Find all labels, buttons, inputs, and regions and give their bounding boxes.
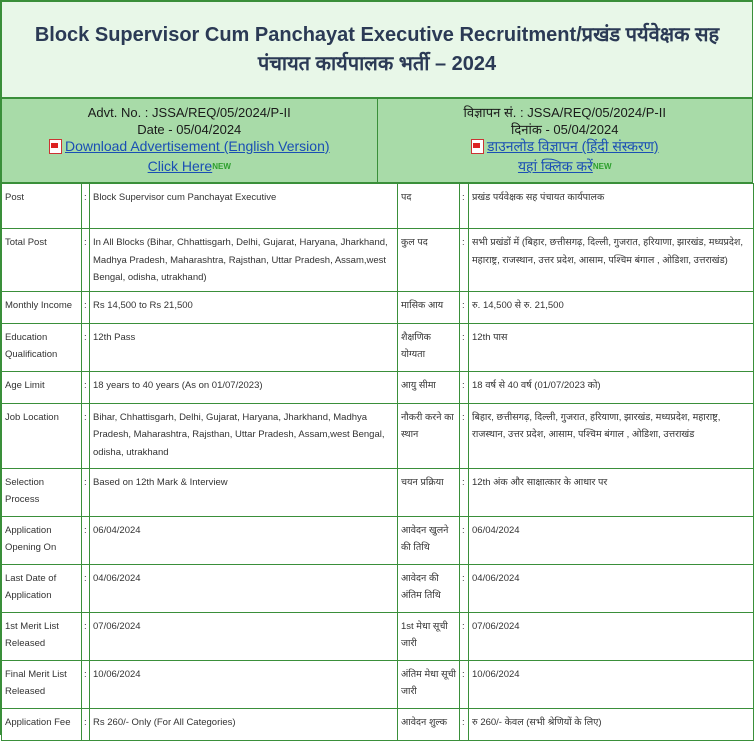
hi-value: 12th पास [469, 323, 754, 371]
en-label: Selection Process [2, 468, 82, 516]
hi-value: बिहार, छत्तीसगढ़, दिल्ली, गुजरात, हरियाणा, झारखंड, मध्यप्रदेश, महाराष्ट्र, राजस्थान, उत्तर प्रदेश, आसाम, पश्चिम बंगाल , ओडिशा, उत्तराखंड [469, 403, 754, 468]
click-here-link-hi[interactable] [518, 158, 593, 175]
separator: : [460, 184, 469, 229]
en-value: 06/04/2024 [90, 516, 398, 564]
separator: : [460, 660, 469, 708]
table-row [2, 516, 754, 564]
details-table [1, 183, 754, 741]
separator: : [460, 403, 469, 468]
table-row [2, 708, 754, 740]
table-row [2, 184, 754, 229]
separator: : [460, 371, 469, 403]
en-value: 04/06/2024 [90, 564, 398, 612]
separator: : [460, 612, 469, 660]
separator: : [82, 660, 90, 708]
separator: : [82, 612, 90, 660]
new-badge-icon: NEW [592, 162, 612, 171]
en-label: Age Limit [2, 371, 82, 403]
separator: : [460, 516, 469, 564]
new-badge-icon: NEW [212, 162, 231, 171]
hi-label: कुल पद [398, 229, 460, 292]
separator: : [460, 229, 469, 292]
hi-value: 10/06/2024 [469, 660, 754, 708]
page-title: Block Supervisor Cum Panchayat Executive Recruitment/प्रखंड पर्यवेक्षक सह पंचायत कार्यपालक भर्ती – 2024 [34, 23, 720, 75]
hi-label: आवेदन शुल्क [398, 708, 460, 740]
separator: : [82, 229, 90, 292]
en-label: Education Qualification [2, 323, 82, 371]
pdf-icon [471, 139, 484, 154]
click-here-link-en[interactable] [148, 158, 213, 175]
en-value: Block Supervisor cum Panchayat Executive [90, 184, 398, 229]
hi-label: मासिक आय [398, 291, 460, 323]
hi-value: 12th अंक और साक्षात्कार के आधार पर [469, 468, 754, 516]
en-label: 1st Merit List Released [2, 612, 82, 660]
separator: : [82, 291, 90, 323]
hi-value: रु 260/- केवल (सभी श्रेणियों के लिए) [469, 708, 754, 740]
en-label: Monthly Income [2, 291, 82, 323]
en-label: Job Location [2, 403, 82, 468]
en-value: 18 years to 40 years (As on 01/07/2023) [90, 371, 398, 403]
pdf-icon [49, 139, 62, 154]
hi-label: आवेदन खुलने की तिथि [398, 516, 460, 564]
download-label-en: Download Advertisement (English Version) [64, 138, 330, 154]
en-label: Final Merit List Released [2, 660, 82, 708]
separator: : [82, 323, 90, 371]
hi-label: अंतिम मेधा सूची जारी [398, 660, 460, 708]
hi-label: शैक्षणिक योग्यता [398, 323, 460, 371]
advt-number-hi: विज्ञापन सं. : JSSA/REQ/05/2024/P-II [463, 105, 666, 120]
separator: : [82, 516, 90, 564]
hi-label: 1st मेधा सूची जारी [398, 612, 460, 660]
table-row [2, 660, 754, 708]
table-row [2, 291, 754, 323]
advt-date-en: Date - 05/04/2024 [137, 122, 242, 137]
en-value: Bihar, Chhattisgarh, Delhi, Gujarat, Haryana, Jharkhand, Madhya Pradesh, Maharashtra, Rajsthan, Uttar Pradesh, Assam,west Bengal, odisha, utrakhand [90, 403, 398, 468]
download-label-hi: डाउनलोड विज्ञापन (हिंदी संस्करण) [486, 138, 659, 154]
en-value: Based on 12th Mark & Interview [90, 468, 398, 516]
download-link-en[interactable] [49, 138, 330, 155]
hi-label: नौकरी करने का स्थान [398, 403, 460, 468]
download-link-hi[interactable] [471, 138, 659, 155]
hi-label: आवेदन की अंतिम तिथि [398, 564, 460, 612]
en-label: Total Post [2, 229, 82, 292]
en-label: Application Fee [2, 708, 82, 740]
table-row [2, 564, 754, 612]
en-label: Last Date of Application [2, 564, 82, 612]
separator: : [82, 564, 90, 612]
table-row [2, 371, 754, 403]
hi-value: 18 वर्ष से 40 वर्ष (01/07/2023 को) [469, 371, 754, 403]
advt-hindi [377, 99, 753, 182]
separator: : [460, 468, 469, 516]
hi-label: आयु सीमा [398, 371, 460, 403]
en-value: Rs 260/- Only (For All Categories) [90, 708, 398, 740]
separator: : [82, 468, 90, 516]
advertisement-header [1, 99, 753, 183]
advt-date-hi: दिनांक - 05/04/2024 [511, 122, 619, 137]
en-label: Application Opening On [2, 516, 82, 564]
table-row [2, 403, 754, 468]
separator: : [460, 323, 469, 371]
hi-value: 07/06/2024 [469, 612, 754, 660]
hi-label: पद [398, 184, 460, 229]
separator: : [460, 564, 469, 612]
hi-value: 06/04/2024 [469, 516, 754, 564]
separator: : [460, 708, 469, 740]
advt-number-en: Advt. No. : JSSA/REQ/05/2024/P-II [87, 105, 291, 120]
table-row [2, 612, 754, 660]
separator: : [82, 708, 90, 740]
separator: : [82, 371, 90, 403]
separator: : [82, 184, 90, 229]
advt-english [2, 99, 377, 182]
en-label: Post [2, 184, 82, 229]
hi-value: 04/06/2024 [469, 564, 754, 612]
separator: : [460, 291, 469, 323]
table-row [2, 229, 754, 292]
click-here-label-hi: यहां क्लिक करें [517, 158, 593, 174]
en-value: Rs 14,500 to Rs 21,500 [90, 291, 398, 323]
hi-label: चयन प्रक्रिया [398, 468, 460, 516]
hi-value: रु. 14,500 से रु. 21,500 [469, 291, 754, 323]
separator: : [82, 403, 90, 468]
table-row [2, 323, 754, 371]
table-row [2, 468, 754, 516]
en-value: 12th Pass [90, 323, 398, 371]
en-value: 10/06/2024 [90, 660, 398, 708]
title-box [1, 1, 753, 99]
click-here-label-en: Click Here [147, 158, 213, 174]
en-value: 07/06/2024 [90, 612, 398, 660]
hi-value: सभी प्रखंडों में (बिहार, छत्तीसगढ़, दिल्ली, गुजरात, हरियाणा, झारखंड, मध्यप्रदेश, महाराष्ट्र, राजस्थान, उत्तर प्रदेश, आसाम, पश्चिम बंगाल , ओडिशा, उत्तराखंड) [469, 229, 754, 292]
hi-value: प्रखंड पर्यवेक्षक सह पंचायत कार्यपालक [469, 184, 754, 229]
en-value: In All Blocks (Bihar, Chhattisgarh, Delhi, Gujarat, Haryana, Jharkhand, Madhya Pradesh, Maharashtra, Rajsthan, Uttar Pradesh, Assam,west Bengal, odisha, utrakhand) [90, 229, 398, 292]
